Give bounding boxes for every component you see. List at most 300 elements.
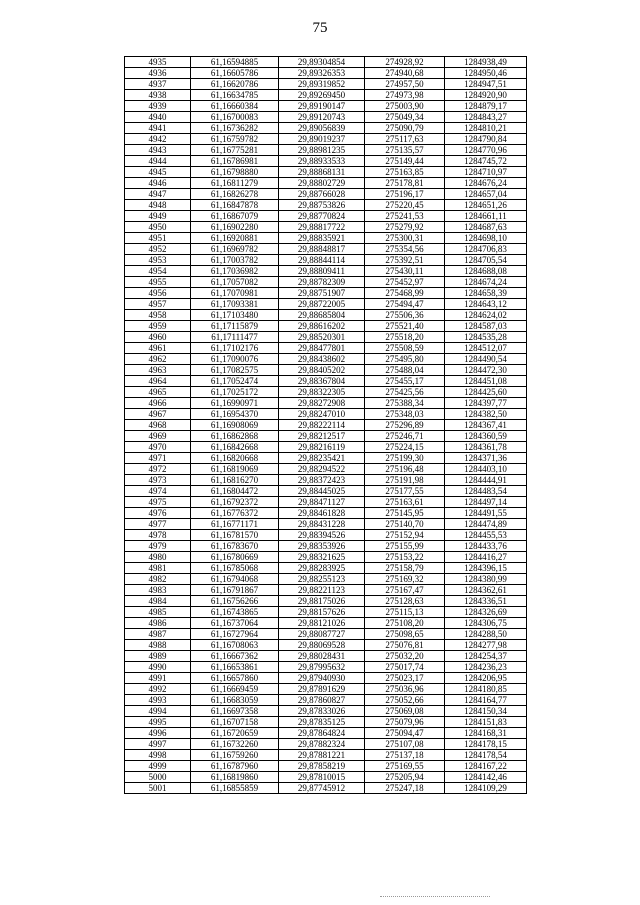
latitude-cell: 61,16990971: [191, 398, 279, 409]
longitude-cell: 29,87864824: [279, 728, 365, 739]
table-row: [125, 112, 527, 123]
latitude-cell: 61,17111477: [191, 332, 279, 343]
point-number-cell: 5001: [125, 783, 191, 794]
table-row: [125, 310, 527, 321]
x-coordinate-cell: 275224,15: [365, 442, 445, 453]
point-number-cell: 4989: [125, 651, 191, 662]
table-row: [125, 244, 527, 255]
longitude-cell: 29,88848817: [279, 244, 365, 255]
latitude-cell: 61,17093381: [191, 299, 279, 310]
longitude-cell: 29,88766028: [279, 189, 365, 200]
longitude-cell: 29,88438602: [279, 354, 365, 365]
table-row: [125, 420, 527, 431]
longitude-cell: 29,87995632: [279, 662, 365, 673]
table-row: [125, 211, 527, 222]
y-coordinate-cell: 1284474,89: [445, 519, 527, 530]
y-coordinate-cell: 1284698,10: [445, 233, 527, 244]
x-coordinate-cell: 275169,55: [365, 761, 445, 772]
latitude-cell: 61,16783670: [191, 541, 279, 552]
table-row: [125, 629, 527, 640]
longitude-cell: 29,88367804: [279, 376, 365, 387]
table-row: [125, 684, 527, 695]
y-coordinate-cell: 1284164,77: [445, 695, 527, 706]
x-coordinate-cell: 274957,50: [365, 79, 445, 90]
latitude-cell: 61,16727964: [191, 629, 279, 640]
longitude-cell: 29,88981235: [279, 145, 365, 156]
y-coordinate-cell: 1284745,72: [445, 156, 527, 167]
longitude-cell: 29,89319852: [279, 79, 365, 90]
latitude-cell: 61,16737064: [191, 618, 279, 629]
latitude-cell: 61,16736282: [191, 123, 279, 134]
longitude-cell: 29,88809411: [279, 266, 365, 277]
point-number-cell: 4942: [125, 134, 191, 145]
x-coordinate-cell: 275246,71: [365, 431, 445, 442]
latitude-cell: 61,16660384: [191, 101, 279, 112]
x-coordinate-cell: 275079,96: [365, 717, 445, 728]
point-number-cell: 4946: [125, 178, 191, 189]
longitude-cell: 29,88221123: [279, 585, 365, 596]
table-row: [125, 783, 527, 794]
longitude-cell: 29,88069528: [279, 640, 365, 651]
latitude-cell: 61,17070981: [191, 288, 279, 299]
point-number-cell: 4956: [125, 288, 191, 299]
latitude-cell: 61,17025172: [191, 387, 279, 398]
point-number-cell: 4984: [125, 596, 191, 607]
latitude-cell: 61,17090076: [191, 354, 279, 365]
latitude-cell: 61,16794068: [191, 574, 279, 585]
longitude-cell: 29,88175026: [279, 596, 365, 607]
latitude-cell: 61,16700083: [191, 112, 279, 123]
longitude-cell: 29,88753826: [279, 200, 365, 211]
x-coordinate-cell: 275452,97: [365, 277, 445, 288]
page-number: 75: [312, 20, 328, 36]
point-number-cell: 4963: [125, 365, 191, 376]
y-coordinate-cell: 1284490,54: [445, 354, 527, 365]
x-coordinate-cell: 274940,68: [365, 68, 445, 79]
point-number-cell: 4985: [125, 607, 191, 618]
point-number-cell: 4995: [125, 717, 191, 728]
y-coordinate-cell: 1284168,31: [445, 728, 527, 739]
x-coordinate-cell: 275069,08: [365, 706, 445, 717]
y-coordinate-cell: 1284938,49: [445, 57, 527, 68]
x-coordinate-cell: 275098,65: [365, 629, 445, 640]
longitude-cell: 29,88157626: [279, 607, 365, 618]
point-number-cell: 4967: [125, 409, 191, 420]
point-number-cell: 4992: [125, 684, 191, 695]
longitude-cell: 29,88520301: [279, 332, 365, 343]
x-coordinate-cell: 275152,94: [365, 530, 445, 541]
longitude-cell: 29,89120743: [279, 112, 365, 123]
point-number-cell: 4962: [125, 354, 191, 365]
y-coordinate-cell: 1284288,50: [445, 629, 527, 640]
latitude-cell: 61,16743865: [191, 607, 279, 618]
y-coordinate-cell: 1284150,34: [445, 706, 527, 717]
longitude-cell: 29,88372423: [279, 475, 365, 486]
table-row: [125, 486, 527, 497]
table-row: [125, 200, 527, 211]
point-number-cell: 4970: [125, 442, 191, 453]
x-coordinate-cell: 275488,04: [365, 365, 445, 376]
x-coordinate-cell: 275518,20: [365, 332, 445, 343]
latitude-cell: 61,16954370: [191, 409, 279, 420]
longitude-cell: 29,87810015: [279, 772, 365, 783]
table-row: [125, 255, 527, 266]
table-row: [125, 442, 527, 453]
x-coordinate-cell: 275388,34: [365, 398, 445, 409]
x-coordinate-cell: 275076,81: [365, 640, 445, 651]
longitude-cell: 29,88028431: [279, 651, 365, 662]
y-coordinate-cell: 1284657,04: [445, 189, 527, 200]
x-coordinate-cell: 275205,94: [365, 772, 445, 783]
latitude-cell: 61,16759782: [191, 134, 279, 145]
y-coordinate-cell: 1284336,51: [445, 596, 527, 607]
y-coordinate-cell: 1284433,76: [445, 541, 527, 552]
x-coordinate-cell: 275241,53: [365, 211, 445, 222]
x-coordinate-cell: 275032,20: [365, 651, 445, 662]
y-coordinate-cell: 1284403,10: [445, 464, 527, 475]
longitude-cell: 29,88216119: [279, 442, 365, 453]
x-coordinate-cell: 275149,44: [365, 156, 445, 167]
latitude-cell: 61,16620786: [191, 79, 279, 90]
y-coordinate-cell: 1284180,85: [445, 684, 527, 695]
table-row: [125, 640, 527, 651]
y-coordinate-cell: 1284367,41: [445, 420, 527, 431]
y-coordinate-cell: 1284688,08: [445, 266, 527, 277]
longitude-cell: 29,87860827: [279, 695, 365, 706]
table-row: [125, 706, 527, 717]
x-coordinate-cell: 275430,11: [365, 266, 445, 277]
longitude-cell: 29,88394526: [279, 530, 365, 541]
x-coordinate-cell: 275107,08: [365, 739, 445, 750]
y-coordinate-cell: 1284674,24: [445, 277, 527, 288]
y-coordinate-cell: 1284371,36: [445, 453, 527, 464]
latitude-cell: 61,16867079: [191, 211, 279, 222]
longitude-cell: 29,87835125: [279, 717, 365, 728]
y-coordinate-cell: 1284879,17: [445, 101, 527, 112]
y-coordinate-cell: 1284109,29: [445, 783, 527, 794]
latitude-cell: 61,16605786: [191, 68, 279, 79]
longitude-cell: 29,89190147: [279, 101, 365, 112]
longitude-cell: 29,88817722: [279, 222, 365, 233]
table-row: [125, 332, 527, 343]
longitude-cell: 29,88087727: [279, 629, 365, 640]
latitude-cell: 61,16816270: [191, 475, 279, 486]
point-number-cell: 4973: [125, 475, 191, 486]
x-coordinate-cell: 275003,90: [365, 101, 445, 112]
x-coordinate-cell: 275279,92: [365, 222, 445, 233]
point-number-cell: 4957: [125, 299, 191, 310]
table-row: [125, 607, 527, 618]
point-number-cell: 4939: [125, 101, 191, 112]
x-coordinate-cell: 275115,13: [365, 607, 445, 618]
longitude-cell: 29,88477801: [279, 343, 365, 354]
y-coordinate-cell: 1284178,54: [445, 750, 527, 761]
point-number-cell: 4965: [125, 387, 191, 398]
longitude-cell: 29,88121026: [279, 618, 365, 629]
point-number-cell: 4996: [125, 728, 191, 739]
latitude-cell: 61,16855859: [191, 783, 279, 794]
y-coordinate-cell: 1284396,15: [445, 563, 527, 574]
longitude-cell: 29,89304854: [279, 57, 365, 68]
longitude-cell: 29,89326353: [279, 68, 365, 79]
point-number-cell: 4955: [125, 277, 191, 288]
longitude-cell: 29,88445025: [279, 486, 365, 497]
x-coordinate-cell: 274928,92: [365, 57, 445, 68]
latitude-cell: 61,16667362: [191, 651, 279, 662]
x-coordinate-cell: 275108,20: [365, 618, 445, 629]
table-row: [125, 178, 527, 189]
latitude-cell: 61,16969782: [191, 244, 279, 255]
point-number-cell: 4991: [125, 673, 191, 684]
latitude-cell: 61,16920881: [191, 233, 279, 244]
latitude-cell: 61,17057082: [191, 277, 279, 288]
point-number-cell: 4986: [125, 618, 191, 629]
latitude-cell: 61,16811279: [191, 178, 279, 189]
table-row: [125, 365, 527, 376]
x-coordinate-cell: 275169,32: [365, 574, 445, 585]
x-coordinate-cell: 275036,96: [365, 684, 445, 695]
latitude-cell: 61,16708063: [191, 640, 279, 651]
y-coordinate-cell: 1284770,96: [445, 145, 527, 156]
latitude-cell: 61,16791867: [191, 585, 279, 596]
x-coordinate-cell: 275163,61: [365, 497, 445, 508]
x-coordinate-cell: 275117,63: [365, 134, 445, 145]
point-number-cell: 4947: [125, 189, 191, 200]
table-row: [125, 651, 527, 662]
table-row: [125, 288, 527, 299]
latitude-cell: 61,16776372: [191, 508, 279, 519]
longitude-cell: 29,87745912: [279, 783, 365, 794]
point-number-cell: 4982: [125, 574, 191, 585]
x-coordinate-cell: 275158,79: [365, 563, 445, 574]
scan-artifact-line: [380, 896, 490, 897]
coordinates-table-body: [125, 57, 527, 794]
x-coordinate-cell: 275425,56: [365, 387, 445, 398]
point-number-cell: 4959: [125, 321, 191, 332]
y-coordinate-cell: 1284397,77: [445, 398, 527, 409]
table-row: [125, 585, 527, 596]
longitude-cell: 29,88272908: [279, 398, 365, 409]
point-number-cell: 4945: [125, 167, 191, 178]
longitude-cell: 29,87881221: [279, 750, 365, 761]
latitude-cell: 61,16634785: [191, 90, 279, 101]
y-coordinate-cell: 1284326,69: [445, 607, 527, 618]
y-coordinate-cell: 1284661,11: [445, 211, 527, 222]
table-row: [125, 453, 527, 464]
latitude-cell: 61,16781570: [191, 530, 279, 541]
latitude-cell: 61,17115879: [191, 321, 279, 332]
point-number-cell: 4994: [125, 706, 191, 717]
longitude-cell: 29,88933533: [279, 156, 365, 167]
x-coordinate-cell: 275196,17: [365, 189, 445, 200]
table-row: [125, 387, 527, 398]
latitude-cell: 61,16759260: [191, 750, 279, 761]
point-number-cell: 4988: [125, 640, 191, 651]
y-coordinate-cell: 1284277,98: [445, 640, 527, 651]
longitude-cell: 29,88405202: [279, 365, 365, 376]
x-coordinate-cell: 275023,17: [365, 673, 445, 684]
longitude-cell: 29,88471127: [279, 497, 365, 508]
longitude-cell: 29,88222114: [279, 420, 365, 431]
point-number-cell: 4958: [125, 310, 191, 321]
table-row: [125, 233, 527, 244]
table-row: [125, 222, 527, 233]
table-row: [125, 541, 527, 552]
y-coordinate-cell: 1284624,02: [445, 310, 527, 321]
table-row: [125, 354, 527, 365]
longitude-cell: 29,88212517: [279, 431, 365, 442]
y-coordinate-cell: 1284451,08: [445, 376, 527, 387]
y-coordinate-cell: 1284380,99: [445, 574, 527, 585]
y-coordinate-cell: 1284497,14: [445, 497, 527, 508]
point-number-cell: 4974: [125, 486, 191, 497]
table-row: [125, 574, 527, 585]
latitude-cell: 61,16697358: [191, 706, 279, 717]
longitude-cell: 29,88255123: [279, 574, 365, 585]
y-coordinate-cell: 1284643,12: [445, 299, 527, 310]
latitude-cell: 61,16720659: [191, 728, 279, 739]
latitude-cell: 61,16669459: [191, 684, 279, 695]
latitude-cell: 61,16842668: [191, 442, 279, 453]
x-coordinate-cell: 275348,03: [365, 409, 445, 420]
y-coordinate-cell: 1284587,03: [445, 321, 527, 332]
latitude-cell: 61,17036982: [191, 266, 279, 277]
y-coordinate-cell: 1284843,27: [445, 112, 527, 123]
table-row: [125, 772, 527, 783]
y-coordinate-cell: 1284535,28: [445, 332, 527, 343]
y-coordinate-cell: 1284472,30: [445, 365, 527, 376]
latitude-cell: 61,16653861: [191, 662, 279, 673]
point-number-cell: 4935: [125, 57, 191, 68]
x-coordinate-cell: 275049,34: [365, 112, 445, 123]
longitude-cell: 29,88770824: [279, 211, 365, 222]
x-coordinate-cell: 275495,80: [365, 354, 445, 365]
table-row: [125, 728, 527, 739]
latitude-cell: 61,17103480: [191, 310, 279, 321]
point-number-cell: 4936: [125, 68, 191, 79]
table-row: [125, 101, 527, 112]
point-number-cell: 4953: [125, 255, 191, 266]
longitude-cell: 29,88461828: [279, 508, 365, 519]
latitude-cell: 61,16862868: [191, 431, 279, 442]
latitude-cell: 61,16804472: [191, 486, 279, 497]
y-coordinate-cell: 1284920,90: [445, 90, 527, 101]
longitude-cell: 29,89269450: [279, 90, 365, 101]
longitude-cell: 29,88321625: [279, 552, 365, 563]
table-row: [125, 431, 527, 442]
y-coordinate-cell: 1284360,59: [445, 431, 527, 442]
y-coordinate-cell: 1284483,54: [445, 486, 527, 497]
latitude-cell: 61,16847878: [191, 200, 279, 211]
table-row: [125, 79, 527, 90]
table-row: [125, 475, 527, 486]
point-number-cell: 4948: [125, 200, 191, 211]
x-coordinate-cell: 275178,81: [365, 178, 445, 189]
table-row: [125, 123, 527, 134]
table-row: [125, 563, 527, 574]
point-number-cell: 4972: [125, 464, 191, 475]
point-number-cell: 4971: [125, 453, 191, 464]
table-row: [125, 134, 527, 145]
x-coordinate-cell: 275506,36: [365, 310, 445, 321]
latitude-cell: 61,16707158: [191, 717, 279, 728]
table-row: [125, 398, 527, 409]
table-row: [125, 596, 527, 607]
y-coordinate-cell: 1284178,15: [445, 739, 527, 750]
point-number-cell: 4951: [125, 233, 191, 244]
x-coordinate-cell: 275137,18: [365, 750, 445, 761]
longitude-cell: 29,87940930: [279, 673, 365, 684]
table-row: [125, 618, 527, 629]
x-coordinate-cell: 275140,70: [365, 519, 445, 530]
point-number-cell: 4998: [125, 750, 191, 761]
table-row: [125, 409, 527, 420]
y-coordinate-cell: 1284947,51: [445, 79, 527, 90]
point-number-cell: 4937: [125, 79, 191, 90]
longitude-cell: 29,87858219: [279, 761, 365, 772]
point-number-cell: 4961: [125, 343, 191, 354]
y-coordinate-cell: 1284658,39: [445, 288, 527, 299]
longitude-cell: 29,88616202: [279, 321, 365, 332]
table-row: [125, 695, 527, 706]
latitude-cell: 61,16785068: [191, 563, 279, 574]
y-coordinate-cell: 1284361,78: [445, 442, 527, 453]
longitude-cell: 29,88247010: [279, 409, 365, 420]
longitude-cell: 29,88835921: [279, 233, 365, 244]
longitude-cell: 29,88431228: [279, 519, 365, 530]
table-row: [125, 497, 527, 508]
point-number-cell: 4968: [125, 420, 191, 431]
x-coordinate-cell: 275163,85: [365, 167, 445, 178]
y-coordinate-cell: 1284254,37: [445, 651, 527, 662]
y-coordinate-cell: 1284444,91: [445, 475, 527, 486]
longitude-cell: 29,88844114: [279, 255, 365, 266]
point-number-cell: 4978: [125, 530, 191, 541]
y-coordinate-cell: 1284491,55: [445, 508, 527, 519]
latitude-cell: 61,16657860: [191, 673, 279, 684]
table-row: [125, 90, 527, 101]
latitude-cell: 61,16732260: [191, 739, 279, 750]
y-coordinate-cell: 1284651,26: [445, 200, 527, 211]
table-row: [125, 717, 527, 728]
longitude-cell: 29,88685804: [279, 310, 365, 321]
y-coordinate-cell: 1284676,24: [445, 178, 527, 189]
y-coordinate-cell: 1284151,83: [445, 717, 527, 728]
y-coordinate-cell: 1284167,22: [445, 761, 527, 772]
longitude-cell: 29,89019237: [279, 134, 365, 145]
table-row: [125, 189, 527, 200]
table-row: [125, 376, 527, 387]
point-number-cell: 4980: [125, 552, 191, 563]
x-coordinate-cell: 275247,18: [365, 783, 445, 794]
point-number-cell: 4983: [125, 585, 191, 596]
point-number-cell: 4975: [125, 497, 191, 508]
y-coordinate-cell: 1284142,46: [445, 772, 527, 783]
x-coordinate-cell: 275508,59: [365, 343, 445, 354]
table-row: [125, 156, 527, 167]
table-row: [125, 68, 527, 79]
y-coordinate-cell: 1284382,50: [445, 409, 527, 420]
longitude-cell: 29,88353926: [279, 541, 365, 552]
point-number-cell: 4954: [125, 266, 191, 277]
point-number-cell: 4966: [125, 398, 191, 409]
point-number-cell: 4977: [125, 519, 191, 530]
table-row: [125, 266, 527, 277]
point-number-cell: 4981: [125, 563, 191, 574]
x-coordinate-cell: 275296,89: [365, 420, 445, 431]
point-number-cell: 4999: [125, 761, 191, 772]
table-row: [125, 530, 527, 541]
